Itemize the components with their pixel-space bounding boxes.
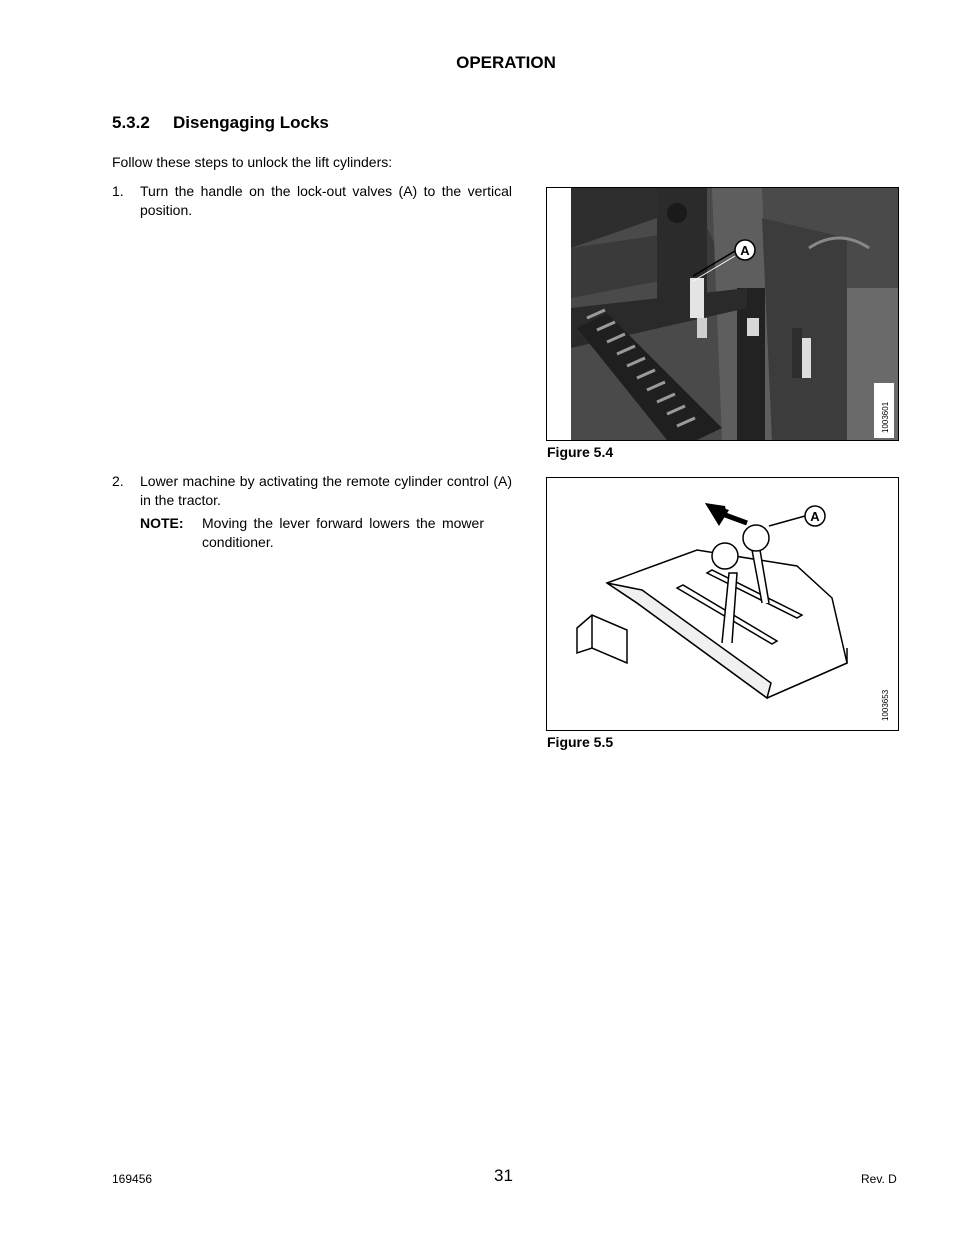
step-1 [112, 182, 512, 220]
figure-5-4-caption: Figure 5.4 [547, 444, 614, 460]
callout-a-label: A [740, 243, 750, 258]
callout-a-label: A [810, 509, 820, 524]
section-heading [112, 113, 329, 133]
footer-revision: Rev. D [861, 1172, 897, 1186]
section-title: Disengaging Locks [173, 113, 329, 132]
note-text: Moving the lever forward lowers the mower conditioner. [202, 515, 484, 550]
figure-5-5-caption: Figure 5.5 [547, 734, 614, 750]
note-label: NOTE: [140, 515, 184, 531]
figure-5-4-photo [546, 187, 899, 441]
section-number: 5.3.2 [112, 113, 150, 132]
intro-text: Follow these steps to unlock the lift cylinders: [112, 154, 393, 170]
footer-doc-number: 169456 [112, 1172, 153, 1186]
figure-id: 1003601 [881, 401, 890, 433]
footer-page-number: 31 [494, 1166, 513, 1185]
step-text: Turn the handle on the lock-out valves (A) to the vertical position. [140, 183, 512, 218]
step-number: 1. [112, 183, 124, 199]
figure-id: 1003653 [881, 689, 890, 721]
figure-5-5-drawing [546, 477, 899, 731]
lock-out-valve-photo [547, 188, 898, 440]
tractor-remote-control-drawing [547, 478, 898, 730]
page-header-title: OPERATION [456, 53, 556, 72]
step-number: 2. [112, 473, 124, 489]
step-text: Lower machine by activating the remote cylinder control (A) in the tractor. [140, 473, 512, 508]
note [140, 514, 484, 552]
step-2 [112, 472, 512, 510]
